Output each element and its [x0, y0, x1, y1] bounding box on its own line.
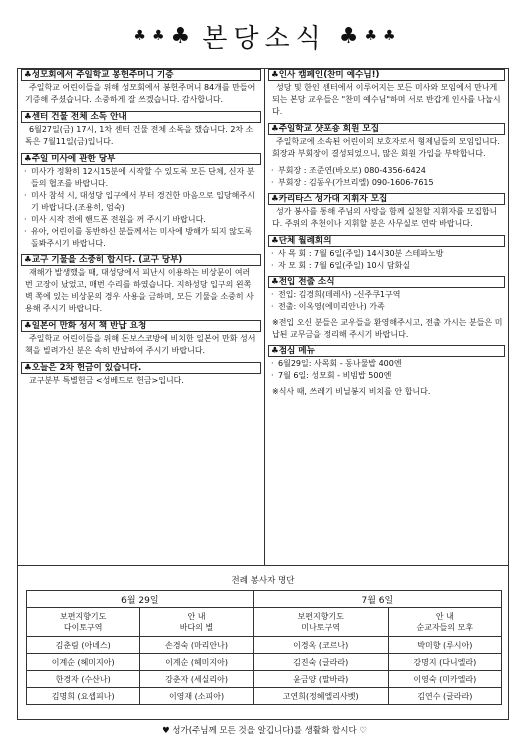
club-icon: ♣ [170, 23, 191, 49]
roster-header-line: 보편지향기도 [297, 612, 344, 621]
roster-cell: 김춘림 (아녜스) [27, 637, 140, 654]
notice-heading: ♣주일 미사에 관한 당부 [21, 153, 261, 165]
roster-row [27, 654, 502, 671]
roster-cell: 이영숙 (미카엘라) [388, 671, 501, 688]
roster-header-line: 미나토구역 [301, 623, 340, 632]
notice-text: 재해가 발생했을 때, 대성당에서 피난시 이용하는 비상문이 여러 번 고장이 났었고, 매번 수리를 하였습니다. 지하성당 입구의 왼쪽 벽 쪽에 있는 비상문의 경우 사용을 금하며, 모든 기물을 소중히 사용해 주시기 바랍니다. [25, 268, 254, 313]
notice-heading: ♣카리타스 성가대 지휘자 모집 [268, 193, 505, 205]
roster-row [27, 637, 502, 654]
left-column [18, 69, 265, 565]
roster-header-line: 순교자들의 모후 [416, 623, 474, 632]
notice-section [268, 276, 505, 341]
roster-cell: 이계순 (헤미지아) [27, 654, 140, 671]
notice-text: 교구분부 특별헌금 <성베드로 헌금>입니다. [29, 376, 184, 385]
roster-cell: 박미향 (루시아) [388, 637, 501, 654]
notice-item: · 미사가 정확히 12시15분에 시작할 수 있도록 모든 단체, 신자 분들의 협조를 바랍니다. [31, 166, 259, 190]
roster-cell: 강춘자 (세실리아) [140, 671, 253, 688]
club-icon: ♣ [383, 28, 396, 44]
roster-cell: 이영재 (소피아) [140, 688, 253, 705]
roster-cell: 이경옥 (코르나) [253, 637, 388, 654]
roster-cell: 강명지 (다니엘라) [388, 654, 501, 671]
footer-motto: ♥ 성가(주님께 모든 것을 알깁니다)를 생활화 합시다 ♡ [161, 726, 367, 736]
notice-item: · 전입: 김경희(데레사) -신주쿠1구역 [278, 289, 503, 301]
notice-list [270, 289, 503, 313]
notice-item: · 미사 참석 시, 대성당 입구에서 부터 경건한 마음으로 입당해주시기 바랍니다.(조용히, 엄숙) [31, 190, 259, 214]
notice-section [21, 69, 261, 106]
roster-cell: 이계순 (헤미지아) [140, 654, 253, 671]
club-icon: ♣ [151, 28, 165, 44]
roster-header-cell [27, 608, 140, 637]
notice-note: ※전입 오신 분들은 교우들을 환영해주시고, 전출 가시는 분들은 미납된 교무금을 정리해 주시기 바랍니다. [272, 318, 503, 339]
notice-text: 주일학교 어린이들을 위해 돈보스코방에 비치한 일본어 만화 성서 책을 빌려가신 분은 속히 반납하여 주시기 바랍니다. [25, 334, 256, 355]
notice-list [270, 358, 503, 382]
roster-date-row [27, 591, 502, 608]
roster-cell: 손경숙 (마리안나) [140, 637, 253, 654]
club-icon: ♣ [338, 23, 359, 49]
roster-header-line: 다이토구역 [63, 623, 103, 632]
notice-heading: ♣주일학교 샷포숑 회원 모집 [268, 123, 505, 135]
notice-section [268, 123, 505, 189]
notice-heading: ♣교구 기물을 소중히 합시다. (교구 당부) [21, 254, 261, 266]
roster-title: 전례 봉사자 명단 [231, 576, 295, 586]
roster-cell: 윤금양 (말바라) [253, 671, 388, 688]
notice-heading: ♣오늘은 2차 헌금이 있습니다. [21, 362, 261, 374]
notice-text: 주일학교 어린이들을 위해 성모회에서 봉헌주머니 84개를 만들어 기증해 주셨습니다. 소중하게 잘 쓰겠습니다. 감사합니다. [25, 83, 256, 104]
notice-heading: ♣점심 메뉴 [268, 345, 505, 357]
notice-section [21, 153, 261, 250]
club-icon: ♣ [364, 28, 378, 44]
notice-item: · 미사 시작 전에 핸드폰 전원을 꺼 주시기 바랍니다. [31, 214, 259, 226]
notice-heading: ♣성모회에서 주일학교 봉헌주머니 기증 [21, 69, 261, 81]
notice-item: · 6월29일: 사목회 - 동나물밥 400엔 [278, 358, 503, 370]
roster-cell: 고연희(정혜엘리사벳) [253, 688, 388, 705]
roster-header-cell [140, 608, 253, 637]
roster-date: 7월 6일 [253, 591, 501, 608]
roster-header-line: 안 내 [435, 612, 454, 621]
roster-header-cell [388, 608, 501, 637]
page-title: 본당소식 [202, 23, 327, 54]
roster-header-cell [253, 608, 388, 637]
roster-cell: 김연수 (글라라) [388, 688, 501, 705]
notice-item: · 유아, 어린이를 동반하신 분들께서는 미사에 방해가 되지 않도록 돌봐주시기 바랍니다. [31, 226, 259, 250]
notice-item: · 7월 6일: 성모회 - 비빔밥 500엔 [278, 370, 503, 382]
roster-cell: 김명희 (요셉피나) [27, 688, 140, 705]
notice-section [21, 111, 261, 148]
notice-list [270, 165, 503, 189]
notice-item: · 사 목 회 : 7월 6일(주일) 14시30분 스테파노방 [278, 248, 503, 260]
roster-header-line: 보편지향기도 [59, 612, 107, 621]
notice-section [268, 69, 505, 118]
notice-heading: ♣전입 전출 소식 [268, 276, 505, 288]
bulletin-frame [17, 68, 509, 720]
notice-list [23, 166, 259, 250]
notice-note: ※식사 때, 쓰레기 비닐봉지 비치를 안 합니다. [272, 387, 431, 396]
notice-heading: ♣인사 캠페인(찬미 예수님!) [268, 69, 505, 81]
notice-section [268, 193, 505, 230]
roster-row [27, 671, 502, 688]
notice-heading: ♣일본어 만화 성서 책 반납 요청 [21, 320, 261, 332]
notice-item: · 전출: 이옥영(에미리안나) 가족 [278, 301, 503, 313]
club-icon: ♣ [133, 28, 146, 44]
notice-section [21, 362, 261, 387]
notice-item: · 부회장 : 조준연(바오로) 080-4356-6424 [278, 165, 503, 177]
roster-header-line: 안 내 [187, 612, 206, 621]
notice-item: · 자 모 회 : 7월 6일(주일) 10시 담화실 [278, 260, 503, 272]
notice-heading: ♣단체 월례회의 [268, 235, 505, 247]
notice-list [270, 248, 503, 272]
notice-heading: ♣센터 건물 전체 소독 안내 [21, 111, 261, 123]
roster-cell: 한경자 (수산나) [27, 671, 140, 688]
roster-table [26, 590, 502, 705]
notice-section [21, 320, 261, 357]
roster-row [27, 688, 502, 705]
notice-section [21, 254, 261, 315]
notice-text: 성당 및 한인 센터에서 이루어지는 모든 미사와 모임에서 만나게 되는 본당 교우들은 "찬미 예수님"하며 서로 반갑게 인사를 나눕시다. [272, 83, 501, 116]
notice-section [268, 345, 505, 398]
roster-section [18, 565, 508, 719]
notice-item: · 부회장 : 김동우(가브리엘) 090-1606-7615 [278, 177, 503, 189]
notice-section [268, 235, 505, 272]
notice-text: 성가 봉사를 통해 주님의 사랑을 함께 실천할 지휘자를 모집합니다. 주위의 추천이나 지휘할 분은 사무실로 연락 바랍니다. [272, 207, 498, 228]
notice-text: 6월27일(금) 17시, 1차 센터 건물 전체 소독을 했습니다. 2차 소독은 7월11일(금)입니다. [25, 125, 254, 146]
header [0, 14, 529, 58]
right-column [265, 69, 508, 565]
notice-text: 주일학교에 소속된 어린이의 보호자로서 형제님들의 모임입니다. 회장과 부회장이 결성되었으니, 많은 회원 가입을 부탁합니다. [272, 137, 500, 158]
roster-header-row [27, 608, 502, 637]
roster-cell: 김진숙 (글라라) [253, 654, 388, 671]
roster-date: 6월 29일 [27, 591, 254, 608]
roster-header-line: 바다의 별 [179, 623, 214, 632]
